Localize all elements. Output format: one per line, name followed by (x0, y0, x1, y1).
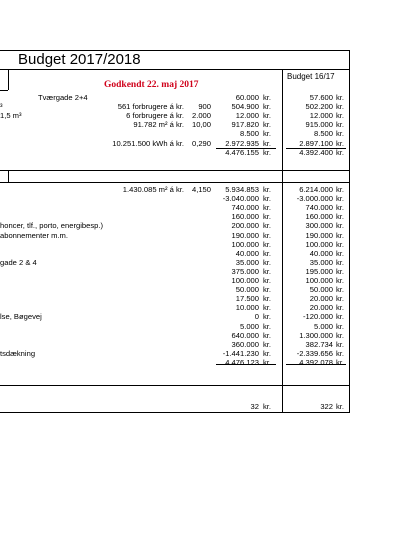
row-previous: -2.339.656 (296, 348, 333, 358)
row-kr: kr. (263, 230, 272, 240)
row-previous: 100.000 (305, 239, 333, 249)
row-previous: 4.392.078 (299, 357, 333, 367)
row-prefix: 1,5 m³ (0, 111, 22, 121)
row-previous: 300.000 (305, 221, 333, 231)
table-row (0, 102, 349, 111)
row-kr: kr. (263, 266, 272, 276)
row-description: 91.782 m² á kr. (133, 120, 184, 130)
row-kr: kr. (263, 102, 272, 112)
result-amount: 32 (250, 402, 259, 411)
row-amount: 8.500 (239, 129, 259, 139)
row-kr2: kr. (336, 111, 345, 121)
row-kr2: kr. (336, 129, 345, 139)
row-kr2: kr. (336, 266, 345, 276)
row-amount: 190.000 (231, 230, 259, 240)
row-kr: kr. (263, 93, 272, 102)
row-amount: -3.040.000 (222, 194, 259, 204)
row-amount: 5.934.853 (225, 185, 259, 194)
row-kr2: kr. (336, 93, 345, 102)
row-previous: 57.600 (309, 93, 333, 102)
row-previous: 2.897.100 (299, 138, 333, 148)
row-kr: kr. (263, 303, 272, 313)
row-kr: kr. (263, 120, 272, 130)
row-kr2: kr. (336, 303, 345, 313)
row-amount: 917.820 (231, 120, 259, 130)
row-amount: 5.000 (239, 321, 259, 331)
table-row (0, 294, 349, 303)
table-row (0, 129, 349, 138)
row-kr: kr. (263, 129, 272, 139)
row-description: 6 forbrugere á kr. (126, 111, 184, 121)
table-row (0, 312, 349, 321)
row-kr: kr. (263, 194, 272, 204)
row-kr2: kr. (336, 102, 345, 112)
row-amount: 12.000 (235, 111, 259, 121)
row-kr: kr. (263, 111, 272, 121)
row-rate: 900 (198, 102, 211, 112)
table-row (0, 194, 349, 203)
row-amount: 740.000 (231, 203, 259, 213)
row-kr: kr. (263, 138, 272, 148)
row-previous: 195.000 (305, 266, 333, 276)
row-rate: 2.000 (191, 111, 211, 121)
row-kr: kr. (263, 212, 272, 222)
row-description: Tværgade 2+4 (38, 93, 88, 102)
row-amount: 10.000 (235, 303, 259, 313)
row-amount: 50.000 (235, 285, 259, 295)
row-previous: 382.734 (305, 339, 333, 349)
section-divider-bottom (0, 182, 349, 183)
row-kr2: kr. (336, 147, 345, 157)
row-amount: 160.000 (231, 212, 259, 222)
row-kr2: kr. (336, 194, 345, 204)
row-kr2: kr. (336, 138, 345, 148)
row-kr: kr. (263, 294, 272, 304)
row-kr: kr. (263, 257, 272, 267)
row-description: 561 forbrugere á kr. (117, 102, 184, 112)
row-kr: kr. (263, 203, 272, 213)
row-kr2: kr. (336, 321, 345, 331)
row-amount: -1.441.230 (222, 348, 259, 358)
result-kr2: kr. (336, 402, 345, 411)
row-amount: 2.972.935 (225, 138, 259, 148)
table-row (0, 139, 349, 148)
row-previous: 915.000 (305, 120, 333, 130)
table-row (0, 276, 349, 285)
row-amount: 100.000 (231, 276, 259, 285)
row-kr2: kr. (336, 185, 345, 194)
table-row (0, 267, 349, 276)
row-previous: 100.000 (305, 276, 333, 285)
row-kr: kr. (263, 330, 272, 340)
previous-budget-label: Budget 16/17 (287, 72, 335, 81)
table-row (0, 120, 349, 129)
top-border (0, 50, 349, 51)
table-row (0, 148, 349, 157)
row-kr2: kr. (336, 248, 345, 258)
row-previous: 20.000 (309, 303, 333, 313)
row-kr: kr. (263, 147, 272, 157)
table-row (0, 240, 349, 249)
page-title: Budget 2017/2018 (18, 51, 141, 68)
section-stub-vline (8, 170, 9, 182)
row-kr2: kr. (336, 203, 345, 213)
row-amount: 360.000 (231, 339, 259, 349)
row-description: gade 2 & 4 (0, 257, 37, 267)
table-row (0, 322, 349, 331)
table-row (0, 231, 349, 240)
row-previous: 8.500 (313, 129, 333, 139)
row-kr: kr. (263, 312, 272, 322)
header-stub-vline (8, 69, 9, 90)
approval-note: Godkendt 22. maj 2017 (104, 80, 199, 90)
table-row (0, 258, 349, 267)
row-previous: 40.000 (309, 248, 333, 258)
row-kr: kr. (263, 285, 272, 295)
row-amount: 35.000 (235, 257, 259, 267)
row-kr: kr. (263, 221, 272, 231)
result-prev: 322 (320, 402, 333, 411)
header-stub-line (0, 90, 8, 91)
row-amount: 100.000 (231, 239, 259, 249)
row-previous: 502.200 (305, 102, 333, 112)
row-kr2: kr. (336, 276, 345, 285)
row-kr: kr. (263, 348, 272, 358)
row-amount: 0 (254, 312, 259, 322)
row-amount: 40.000 (235, 248, 259, 258)
row-description: 1.430.085 m² á kr. (122, 185, 184, 194)
row-previous: 12.000 (309, 111, 333, 121)
row-description: 10.251.500 kWh á kr. (112, 138, 184, 148)
row-kr: kr. (263, 248, 272, 258)
row-description: lse, Bøgevej (0, 312, 42, 322)
row-kr2: kr. (336, 239, 345, 249)
row-kr: kr. (263, 185, 272, 194)
table-row (0, 221, 349, 230)
table-row (0, 285, 349, 294)
table-row (0, 212, 349, 221)
row-rate: 0,290 (191, 138, 211, 148)
table-row (0, 111, 349, 120)
row-amount: 4.476.123 (225, 357, 259, 367)
row-rate: 10,00 (191, 120, 211, 130)
row-previous: 35.000 (309, 257, 333, 267)
row-kr2: kr. (336, 285, 345, 295)
row-previous: 1.300.000 (299, 330, 333, 340)
row-previous: 20.000 (309, 294, 333, 304)
row-description: abonnementer m.m. (0, 230, 68, 240)
row-description: tsdækning (0, 348, 36, 358)
row-kr: kr. (263, 357, 272, 367)
row-kr2: kr. (336, 120, 345, 130)
row-previous: -3.000.000 (296, 194, 333, 204)
row-rate: 4,150 (191, 185, 211, 194)
row-description: honcer, tlf., porto, energibesp.) (0, 221, 103, 231)
row-kr: kr. (263, 276, 272, 285)
row-previous: 5.000 (313, 321, 333, 331)
row-kr: kr. (263, 339, 272, 349)
title-bottom-border (0, 69, 349, 70)
row-kr2: kr. (336, 212, 345, 222)
table-row (0, 249, 349, 258)
row-previous: 50.000 (309, 285, 333, 295)
row-amount: 200.000 (231, 221, 259, 231)
row-kr2: kr. (336, 348, 345, 358)
row-kr2: kr. (336, 339, 345, 349)
row-kr2: kr. (336, 357, 345, 367)
row-amount: 60.000 (235, 93, 259, 102)
table-row (0, 303, 349, 312)
row-kr2: kr. (336, 221, 345, 231)
row-kr2: kr. (336, 330, 345, 340)
result-kr: kr. (263, 402, 272, 411)
table-row (0, 203, 349, 212)
result-divider (0, 385, 349, 386)
row-kr2: kr. (336, 230, 345, 240)
table-row (0, 185, 349, 194)
table-row (0, 358, 349, 367)
row-amount: 640.000 (231, 330, 259, 340)
row-amount: 17.500 (235, 294, 259, 304)
row-previous: 190.000 (305, 230, 333, 240)
row-kr2: kr. (336, 312, 345, 322)
row-previous: 4.392.400 (299, 147, 333, 157)
row-prefix: ³ (0, 102, 3, 112)
row-previous: -120.000 (303, 312, 333, 322)
table-row (0, 349, 349, 358)
row-kr: kr. (263, 239, 272, 249)
row-previous: 6.214.000 (299, 185, 333, 194)
section-divider-top (0, 170, 349, 171)
row-kr2: kr. (336, 294, 345, 304)
row-amount: 375.000 (231, 266, 259, 276)
row-amount: 504.900 (231, 102, 259, 112)
row-kr: kr. (263, 321, 272, 331)
table-row (0, 93, 349, 102)
result-row (0, 402, 349, 411)
row-previous: 160.000 (305, 212, 333, 222)
table-row (0, 340, 349, 349)
row-amount: 4.476.155 (225, 147, 259, 157)
table-row (0, 331, 349, 340)
row-previous: 740.000 (305, 203, 333, 213)
row-kr2: kr. (336, 257, 345, 267)
bottom-border (0, 412, 349, 413)
